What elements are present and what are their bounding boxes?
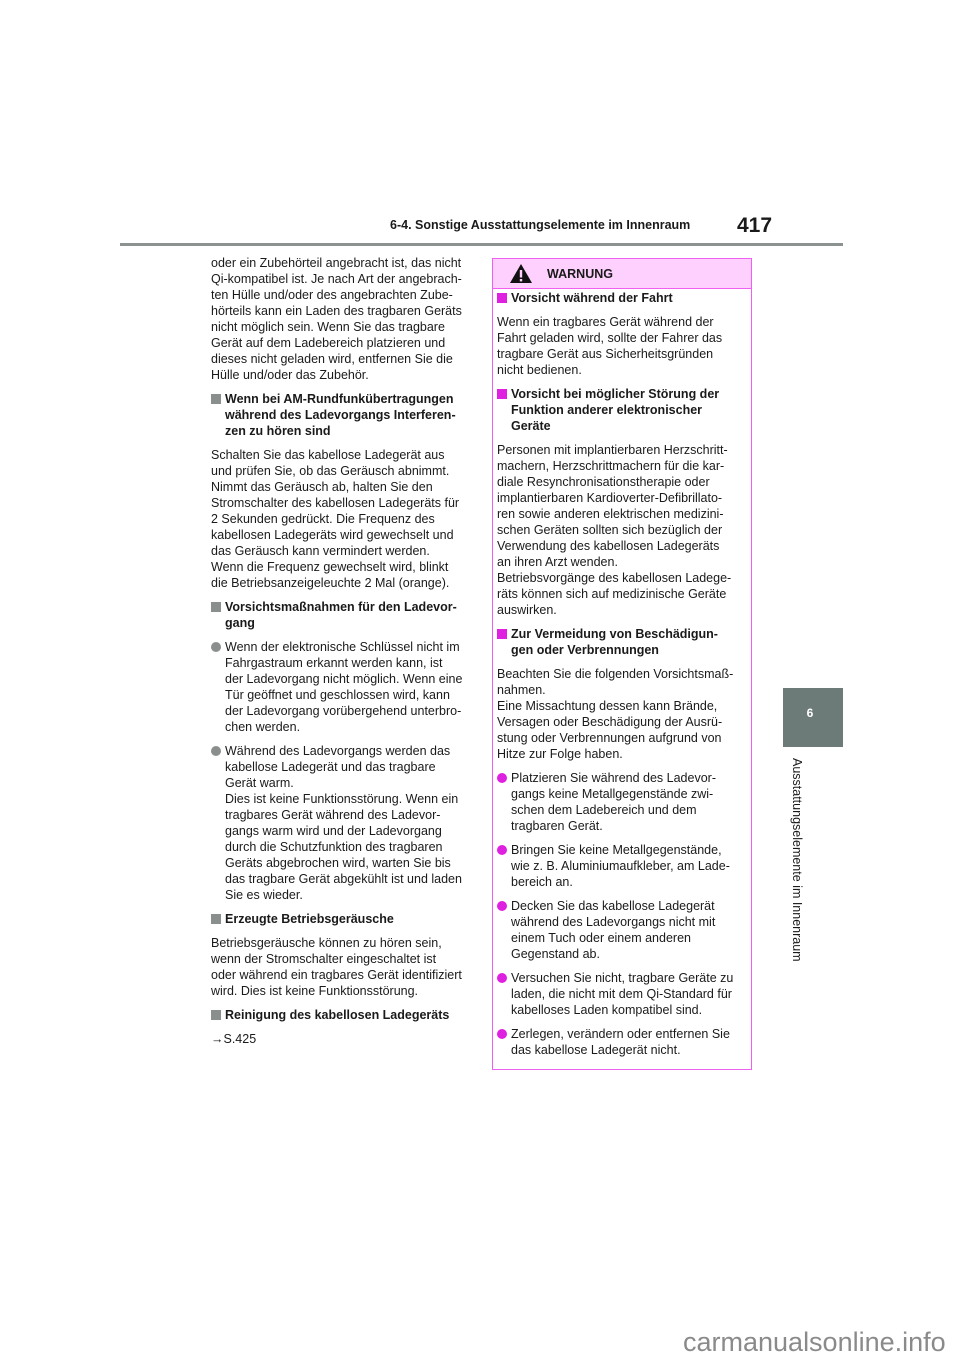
text-line: räts können sich auf medizinische Geräte — [497, 587, 727, 601]
text-line: Erzeugte Betriebsgeräusche — [225, 912, 394, 926]
text-line: kabellose Ladegerät und das tragbare — [225, 760, 436, 774]
text-line: Sie es wieder. — [225, 888, 303, 902]
text-line: Hülle und/oder das Zubehör. — [211, 368, 369, 382]
text-line: während des Ladevorgangs nicht mit — [511, 915, 716, 929]
text-line: Versagen oder Beschädigung der Ausrü- — [497, 715, 723, 729]
warning-box — [492, 258, 752, 1070]
section-heading — [211, 911, 473, 927]
text-line: Decken Sie das kabellose Ladegerät — [511, 899, 715, 913]
text-line: Gegenstand ab. — [511, 947, 600, 961]
text-line: an ihren Arzt wenden. — [497, 555, 618, 569]
bullet-item — [211, 743, 473, 903]
round-bullet-icon — [497, 773, 507, 783]
text-line: Fahrgastraum erkannt werden kann, ist — [225, 656, 443, 670]
text-line: das kabellose Ladegerät nicht. — [511, 1043, 681, 1057]
text-line: Geräts abgebrochen wird, warten Sie bis — [225, 856, 451, 870]
text-line: das tragbare Gerät abgekühlt ist und laden — [225, 872, 462, 886]
section-title: 6-4. Sonstige Ausstattungselemente im Innenraum — [390, 218, 691, 232]
text-line: und prüfen Sie, ob das Geräusch abnimmt. — [211, 464, 450, 478]
text-line: Wenn bei AM-Rundfunkübertragungen — [225, 392, 454, 406]
text-line: Während des Ladevorgangs werden das — [225, 744, 451, 758]
text-line: Schalten Sie das kabellose Ladegerät aus — [211, 448, 445, 462]
bullet-item — [497, 970, 749, 1018]
text-line: Gerät warm. — [225, 776, 294, 790]
text-line: dieses nicht geladen wird, entfernen Sie die — [211, 352, 453, 366]
square-bullet-icon — [211, 602, 221, 612]
text-line: Stromschalter des kabellosen Ladegeräts für — [211, 496, 460, 510]
square-bullet-icon — [497, 389, 507, 399]
text-line: gang — [225, 616, 255, 630]
text-line: nicht bedienen. — [497, 363, 582, 377]
paragraph — [211, 447, 473, 591]
chapter-side-label: Ausstattungselemente im Innenraum — [790, 758, 804, 962]
square-bullet-icon — [211, 914, 221, 924]
text-line: Personen mit implantierbaren Herzschritt- — [497, 443, 728, 457]
text-line: stung oder Verbrennungen aufgrund von — [497, 731, 722, 745]
text-line: das Geräusch kann vermindert werden. — [211, 544, 430, 558]
text-line: 2 Sekunden gedrückt. Die Frequenz des — [211, 512, 435, 526]
text-line: gangs warm wird und der Ladevorgang — [225, 824, 442, 838]
text-line: Eine Missachtung dessen kann Brände, — [497, 699, 718, 713]
text-line: Versuchen Sie nicht, tragbare Geräte zu — [511, 971, 734, 985]
text-line: Beachten Sie die folgenden Vorsichtsmaß- — [497, 667, 734, 681]
paragraph — [497, 666, 749, 762]
warning-title: WARNUNG — [547, 266, 613, 281]
text-line: Nimmt das Geräusch ab, halten Sie den — [211, 480, 433, 494]
paragraph — [497, 442, 749, 618]
text-line: schen Geräten sollten sich bezüglich der — [497, 523, 723, 537]
paragraph — [497, 314, 749, 378]
text-line: Geräte — [511, 419, 551, 433]
text-line: Platzieren Sie während des Ladevor- — [511, 771, 716, 785]
bullet-item — [211, 639, 473, 735]
text-line: Dies ist keine Funktionsstörung. Wenn ein — [225, 792, 459, 806]
text-line: Wenn die Frequenz gewechselt wird, blinkt — [211, 560, 449, 574]
warning-triangle-icon — [509, 263, 533, 284]
text-line: der Ladevorgang vorübergehend unterbro- — [225, 704, 462, 718]
text-line: zen zu hören sind — [225, 424, 331, 438]
text-line: Betriebsgeräusche können zu hören sein, — [211, 936, 442, 950]
text-line: die Betriebsanzeigeleuchte 2 Mal (orange). — [211, 576, 450, 590]
text-line: wenn der Stromschalter eingeschaltet ist — [211, 952, 437, 966]
bullet-item — [497, 842, 749, 890]
square-bullet-icon — [211, 1010, 221, 1020]
watermark: carmanualsonline.info — [683, 1327, 946, 1357]
text-line: Bringen Sie keine Metallgegenstände, — [511, 843, 722, 857]
round-bullet-icon — [497, 973, 507, 983]
text-line: ten Hülle und/oder des angebrachten Zube- — [211, 288, 453, 302]
text-line: oder während ein tragbares Gerät identifiziert — [211, 968, 462, 982]
warning-body — [497, 290, 749, 1066]
text-line: implantierbaren Kardioverter-Defibrillato- — [497, 491, 723, 505]
text-line: hörteils kann ein Laden des tragbaren Geräts — [211, 304, 462, 318]
text-line: machern, Herzschrittmachern für die kar- — [497, 459, 725, 473]
text-line: Vorsicht bei möglicher Störung der — [511, 387, 720, 401]
header-divider — [120, 243, 843, 246]
text-line: chen werden. — [225, 720, 301, 734]
text-line: →S.425 — [211, 1032, 257, 1046]
text-line: Wenn ein tragbares Gerät während der — [497, 315, 714, 329]
bullet-item — [497, 770, 749, 834]
text-line: Hitze zur Folge haben. — [497, 747, 623, 761]
text-line: Betriebsvorgänge des kabellosen Ladege- — [497, 571, 732, 585]
text-line: tragbaren Gerät. — [511, 819, 603, 833]
text-line: Qi-kompatibel ist. Je nach Art der angebrach- — [211, 272, 462, 286]
round-bullet-icon — [497, 901, 507, 911]
text-line: Reinigung des kabellosen Ladegeräts — [225, 1008, 450, 1022]
text-line: oder ein Zubehörteil angebracht ist, das nicht — [211, 256, 462, 270]
text-line: gangs keine Metallgegenstände zwi- — [511, 787, 714, 801]
text-line: Zerlegen, verändern oder entfernen Sie — [511, 1027, 730, 1041]
round-bullet-icon — [211, 642, 221, 652]
chapter-tab: 6 — [783, 688, 843, 747]
left-column — [211, 255, 473, 1055]
round-bullet-icon — [497, 1029, 507, 1039]
section-heading — [211, 1007, 473, 1023]
warning-header — [493, 259, 751, 289]
text-line: gen oder Verbrennungen — [511, 643, 659, 657]
text-line: Fahrt geladen wird, sollte der Fahrer das — [497, 331, 723, 345]
square-bullet-icon — [497, 629, 507, 639]
text-line: schen dem Ladebereich und dem — [511, 803, 697, 817]
round-bullet-icon — [497, 845, 507, 855]
text-line: der Ladevorgang nicht möglich. Wenn eine — [225, 672, 463, 686]
round-bullet-icon — [211, 746, 221, 756]
text-line: bereich an. — [511, 875, 573, 889]
text-line: diale Resynchronisationstherapie oder — [497, 475, 710, 489]
text-line: kabellosen Ladegeräts wird gewechselt und — [211, 528, 454, 542]
bullet-item — [497, 898, 749, 962]
section-heading — [497, 290, 749, 306]
text-line: nicht möglich sein. Wenn Sie das tragbare — [211, 320, 445, 334]
text-line: einem Tuch oder einem anderen — [511, 931, 691, 945]
text-line: ren sowie anderen elektrischen medizini- — [497, 507, 724, 521]
text-line: laden, die nicht mit dem Qi-Standard für — [511, 987, 732, 1001]
text-line: Zur Vermeidung von Beschädigun- — [511, 627, 718, 641]
page-number: 417 — [737, 214, 773, 237]
bullet-item — [497, 1026, 749, 1058]
text-line: während des Ladevorgangs Interferen- — [225, 408, 456, 422]
text-line: Tür geöffnet und geschlossen wird, kann — [225, 688, 450, 702]
text-line: tragbares Gerät während des Ladevor- — [225, 808, 441, 822]
paragraph — [211, 935, 473, 999]
text-line: wird. Dies ist keine Funktionsstörung. — [211, 984, 419, 998]
square-bullet-icon — [211, 394, 221, 404]
text-line: auswirken. — [497, 603, 557, 617]
section-heading — [497, 626, 749, 658]
text-line: durch die Schutzfunktion des tragbaren — [225, 840, 443, 854]
text-line: Gerät auf dem Ladebereich platzieren und — [211, 336, 446, 350]
square-bullet-icon — [497, 293, 507, 303]
text-line: Funktion anderer elektronischer — [511, 403, 703, 417]
text-line: Vorsichtsmaßnahmen für den Ladevor- — [225, 600, 457, 614]
paragraph — [211, 255, 473, 383]
section-heading — [211, 599, 473, 631]
text-line: nahmen. — [497, 683, 546, 697]
text-line: Wenn der elektronische Schlüssel nicht im — [225, 640, 460, 654]
text-line: wie z. B. Aluminiumaufkleber, am Lade- — [511, 859, 730, 873]
text-line: tragbare Gerät aus Sicherheitsgründen — [497, 347, 714, 361]
text-line: kabelloses Laden kompatibel sind. — [511, 1003, 703, 1017]
text-line: Vorsicht während der Fahrt — [511, 291, 673, 305]
paragraph — [211, 1031, 473, 1047]
section-heading — [211, 391, 473, 439]
text-line: Verwendung des kabellosen Ladegeräts — [497, 539, 720, 553]
section-heading — [497, 386, 749, 434]
